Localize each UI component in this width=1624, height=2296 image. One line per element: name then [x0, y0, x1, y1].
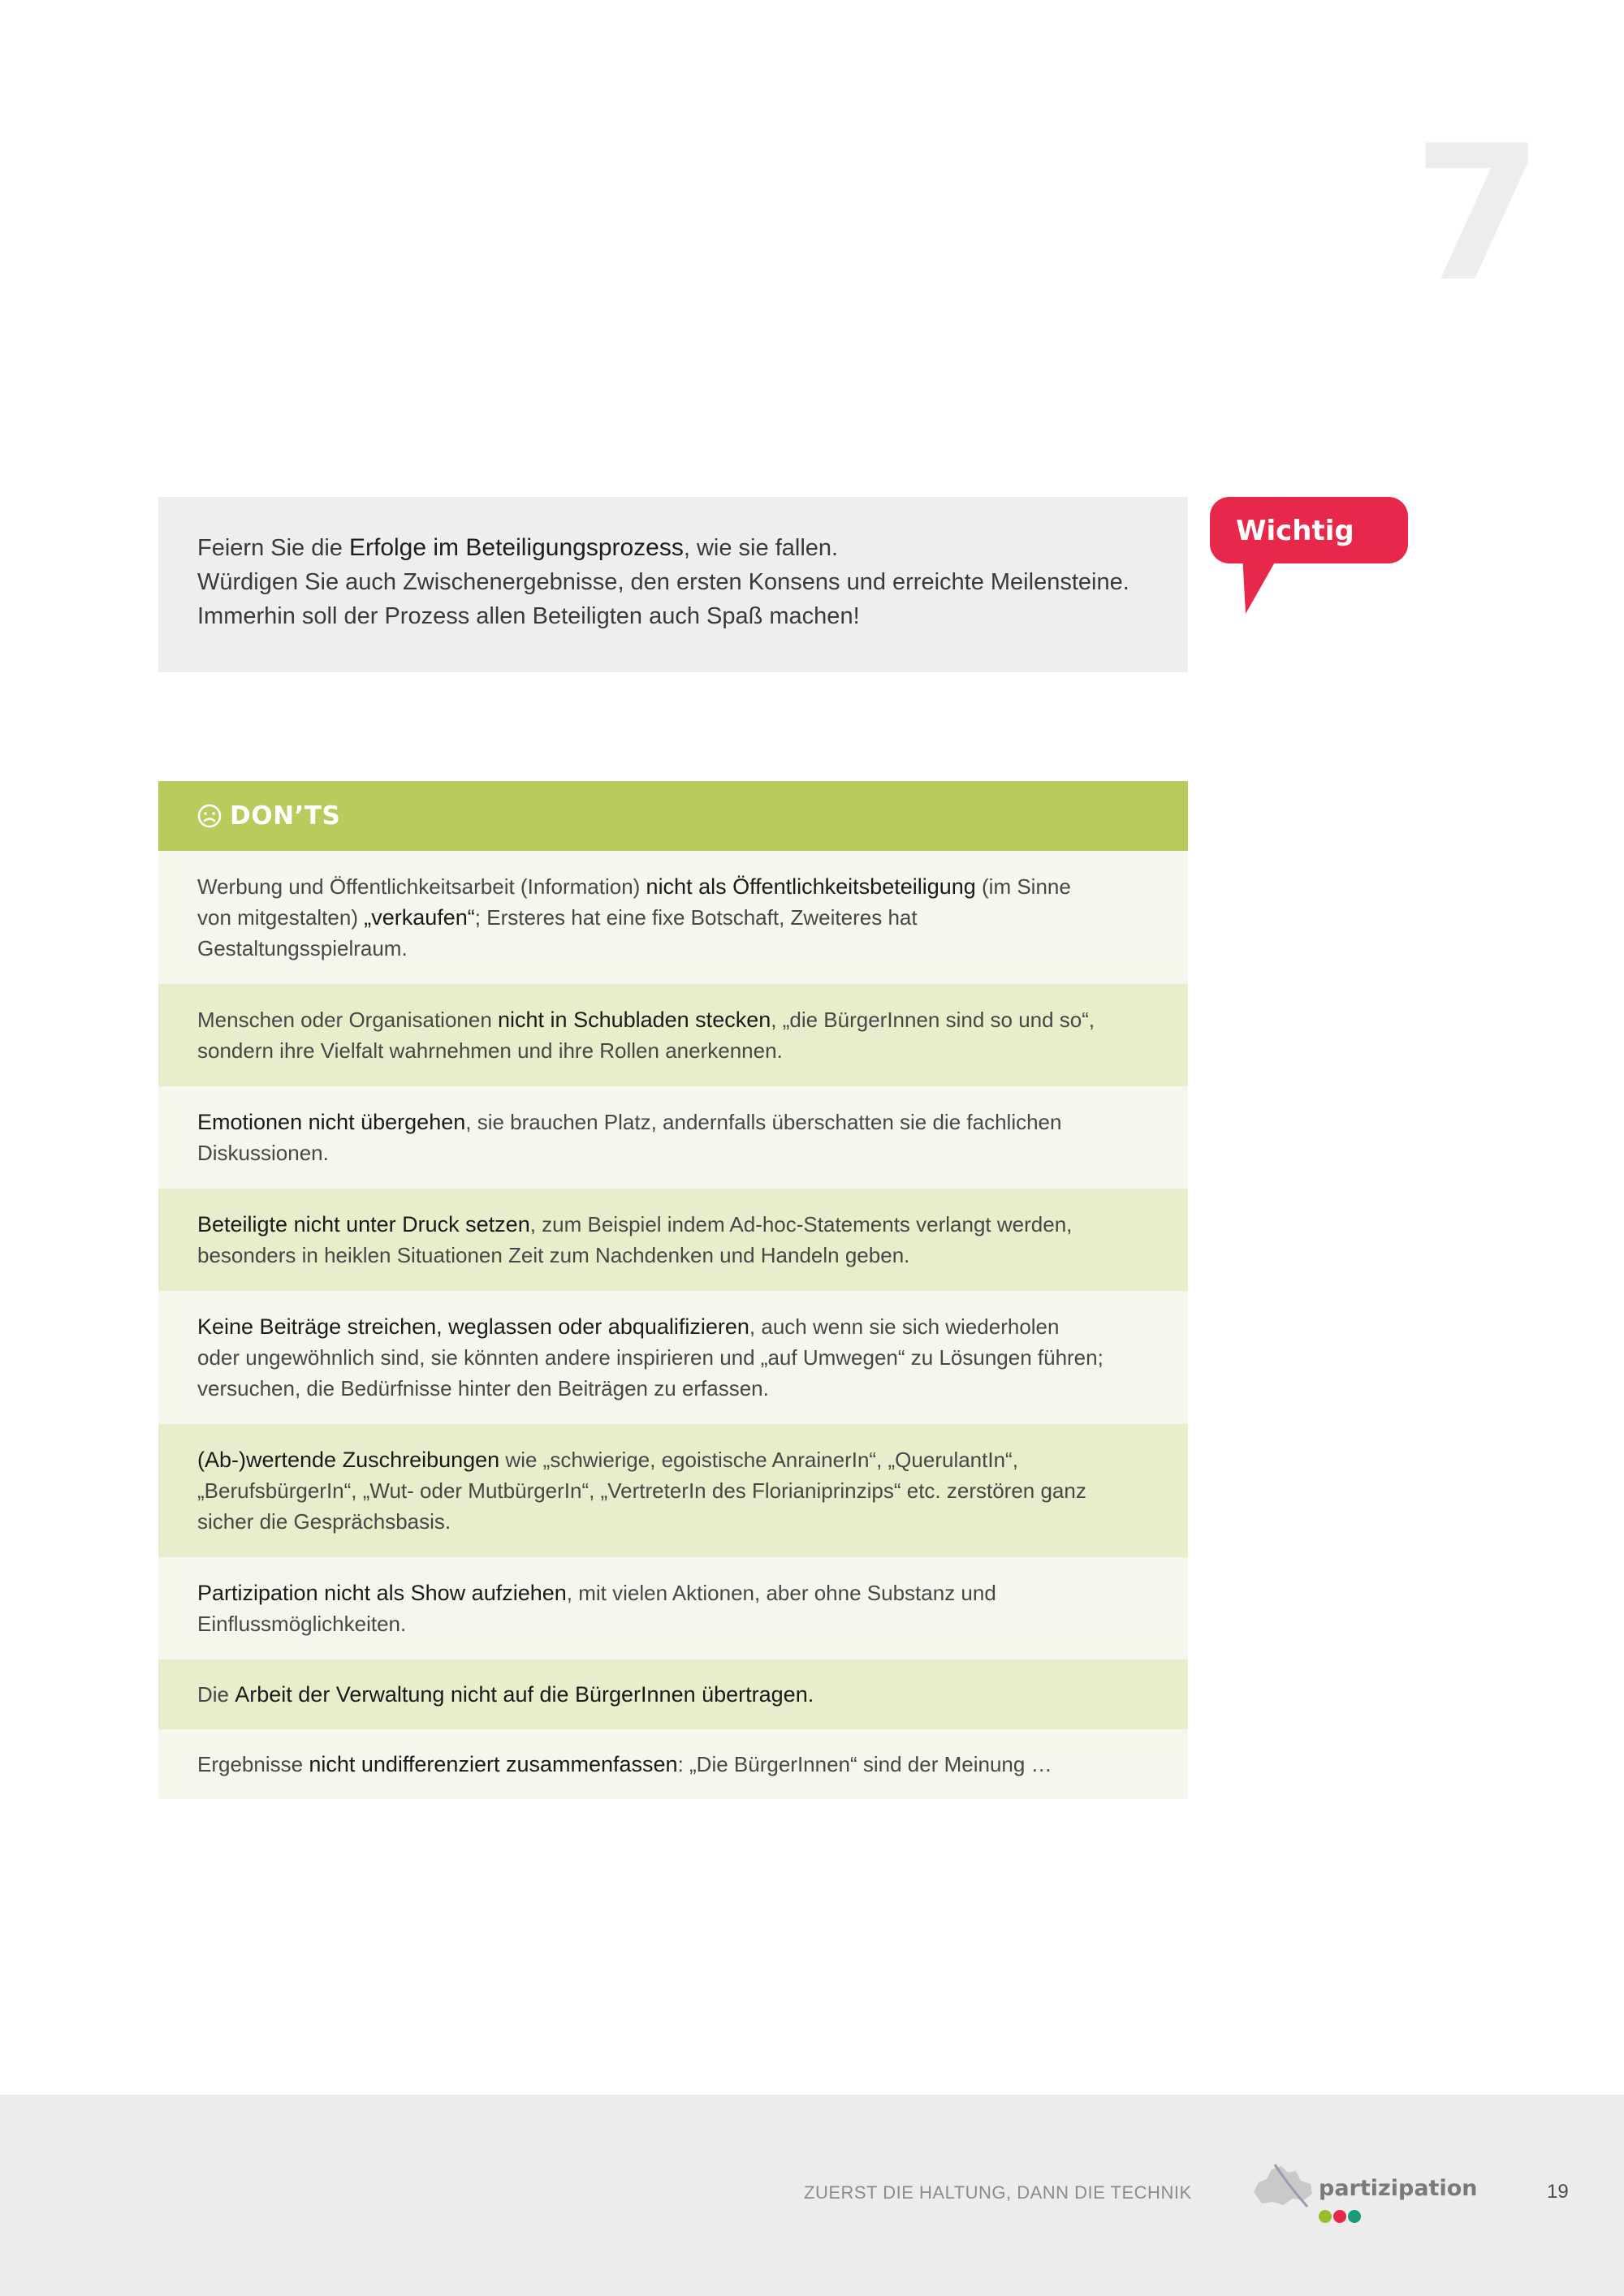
page-number: 19: [1547, 2181, 1569, 2203]
sad-face-icon: [197, 804, 222, 828]
donts-title: DON’TS: [230, 801, 341, 831]
donts-item-text: (Ab-)wertende Zuschreibungen wie „schwierige, egoistische AnrainerIn“, „QuerulantIn“, „BerufsbürgerIn“, „Wut- oder MutbürgerIn“, „VertreterIn des Florianiprinzips“ etc. zerstören ganz sicher die Gesprächsbasis.: [197, 1448, 1086, 1534]
donts-section: [158, 781, 1188, 1799]
running-title: ZUERST DIE HALTUNG, DANN DIE TECHNIK: [804, 2182, 1192, 2203]
partizipation-logo: [1250, 2158, 1478, 2231]
bubble-label: Wichtig: [1236, 515, 1354, 547]
donts-item: [158, 1291, 1188, 1424]
donts-item: [158, 1729, 1188, 1799]
donts-item-text: Ergebnisse nicht undifferenziert zusammenfassen: „Die BürgerInnen“ sind der Meinung …: [197, 1752, 1052, 1776]
logo-text: partizipation: [1319, 2176, 1478, 2201]
important-note-box: [158, 497, 1188, 672]
note-line: Würdigen Sie auch Zwischenergebnisse, den ersten Konsens und erreichte Meilensteine.: [197, 569, 1129, 595]
logo-dot: [1348, 2210, 1361, 2223]
donts-list: [158, 851, 1188, 1799]
donts-item-text: Partizipation nicht als Show aufziehen, mit vielen Aktionen, aber ohne Substanz und Einflussmöglichkeiten.: [197, 1581, 996, 1636]
donts-item: [158, 1086, 1188, 1189]
donts-header: [158, 781, 1188, 851]
page-footer: [0, 2095, 1624, 2296]
note-line: Immerhin soll der Prozess allen Beteiligten auch Spaß machen!: [197, 603, 860, 629]
city-map-icon: [1250, 2158, 1315, 2215]
donts-item-text: Werbung und Öffentlichkeitsarbeit (Information) nicht als Öffentlichkeitsbeteiligung (im Sinne von mitgestalten) „verkaufen“; Ersteres hat eine fixe Botschaft, Zweiteres hat Gestaltungsspielraum.: [197, 874, 1071, 960]
donts-item: [158, 1424, 1188, 1557]
donts-item: [158, 984, 1188, 1086]
logo-dot: [1333, 2210, 1346, 2223]
donts-item: [158, 1557, 1188, 1659]
donts-item: [158, 1659, 1188, 1729]
donts-item-text: Beteiligte nicht unter Druck setzen, zum Beispiel indem Ad-hoc-Statements verlangt werden, besonders in heiklen Situationen Zeit zum Nachdenken und Handeln geben.: [197, 1212, 1073, 1267]
logo-dot: [1319, 2210, 1332, 2223]
donts-item-text: Keine Beiträge streichen, weglassen oder abqualifizieren, auch wenn sie sich wiederholen oder ungewöhnlich sind, sie könnten andere inspirieren und „auf Umwegen“ zu Lösungen führen; versuchen, die Bedürfnisse hinter den Beiträgen zu erfassen.: [197, 1314, 1104, 1400]
donts-item-text: Menschen oder Organisationen nicht in Schubladen stecken, „die BürgerInnen sind so und so“, sondern ihre Vielfalt wahrnehmen und ihre Rollen anerkennen.: [197, 1008, 1095, 1063]
donts-item: [158, 851, 1188, 984]
important-speech-bubble: [1210, 497, 1411, 615]
donts-item-text: Die Arbeit der Verwaltung nicht auf die BürgerInnen übertragen.: [197, 1682, 814, 1707]
chapter-number: 7: [1413, 106, 1544, 323]
note-line: Feiern Sie die Erfolge im Beteiligungsprozess, wie sie fallen.: [197, 534, 839, 561]
donts-item-text: Emotionen nicht übergehen, sie brauchen Platz, andernfalls überschatten sie die fachlichen Diskussionen.: [197, 1110, 1062, 1165]
donts-item: [158, 1189, 1188, 1291]
